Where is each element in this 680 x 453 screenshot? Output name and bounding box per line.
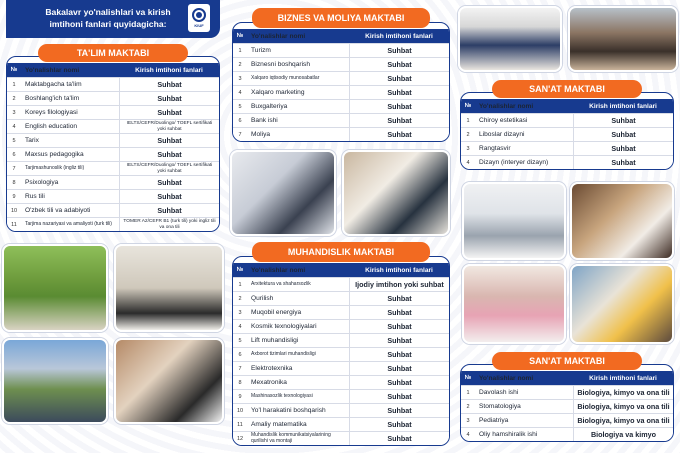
exam-subjects: Suhbat: [349, 128, 449, 141]
exam-subjects: IELTS/CEFR/Duolingo/ TOEFL sertifikati yoki suhbat: [119, 162, 219, 175]
table-row: [461, 141, 673, 155]
program-name: Rus tili: [25, 193, 45, 200]
table-row: [7, 189, 219, 203]
program-name: Davolash ishi: [479, 389, 519, 396]
table-row: [233, 127, 449, 141]
exam-subjects: Suhbat: [349, 390, 449, 403]
row-number: 4: [238, 89, 242, 96]
table-row: [461, 113, 673, 127]
table-row: [7, 175, 219, 189]
photo-students-park: [2, 244, 108, 332]
university-logo: [188, 4, 210, 32]
exam-subjects: Biologiya, kimyo va ona tili: [573, 386, 673, 399]
table-row: [233, 375, 449, 389]
row-number: 11: [237, 421, 243, 428]
muhandislik-section: [232, 242, 450, 446]
row-number: 9: [238, 393, 242, 400]
exam-subjects: Suhbat: [573, 142, 673, 155]
table-row: [7, 133, 219, 147]
col-no: №: [10, 67, 18, 73]
table-row: [7, 105, 219, 119]
col-exam: Kirish imtihoni fanlari: [589, 374, 657, 382]
exam-subjects: Suhbat: [573, 156, 673, 169]
biznes-section: [232, 8, 450, 142]
row-number: 4: [12, 123, 16, 130]
photo-lab-research: [342, 150, 450, 236]
table-row: [7, 147, 219, 161]
talim-section: [6, 44, 220, 232]
program-name: Maxsus pedagogika: [25, 151, 84, 158]
program-name: Pediatriya: [479, 417, 509, 424]
row-number: 5: [238, 103, 242, 110]
table-row: [233, 417, 449, 431]
exam-subjects: Suhbat: [349, 362, 449, 375]
exam-subjects: Suhbat: [349, 72, 449, 85]
row-number: 5: [238, 337, 242, 344]
col-no: №: [464, 103, 472, 109]
program-name: Mashinasozlik texnologiyasi: [251, 392, 313, 399]
program-name: Liboslar dizayni: [479, 131, 525, 138]
row-number: 2: [12, 95, 16, 102]
table-header: [461, 99, 673, 113]
program-name: Buxgalteriya: [251, 103, 288, 110]
exam-subjects: Suhbat: [349, 100, 449, 113]
talim-table: [6, 56, 220, 232]
row-number: 3: [238, 309, 242, 316]
col-name: Yo'nalishlar nomi: [25, 66, 80, 74]
program-name: Stomatologiya: [479, 403, 521, 410]
logo-text: KIUF: [194, 23, 204, 28]
row-number: 1: [12, 81, 16, 88]
table-row: [233, 277, 449, 291]
exam-subjects: Suhbat: [119, 204, 219, 217]
program-name: Biznesni boshqarish: [251, 61, 311, 68]
intro-header: [6, 0, 220, 38]
table-row: [233, 113, 449, 127]
sanat-section: [460, 80, 674, 170]
table-row: [7, 217, 219, 231]
table-row: [461, 385, 673, 399]
row-number: 12: [236, 435, 244, 442]
program-name: Tarjimashunoslik (ingliz tili): [25, 164, 85, 171]
table-row: [233, 389, 449, 403]
table-row: [233, 347, 449, 361]
program-name: Chiroy estetikasi: [479, 117, 528, 124]
row-number: 3: [466, 417, 470, 424]
table-row: [233, 85, 449, 99]
photo-design-workshop: [462, 264, 566, 344]
column-talim: [0, 0, 226, 230]
table-row: [7, 91, 219, 105]
muhandislik-title: MUHANDISLIK MAKTABI: [252, 242, 430, 262]
program-name: Yo'l harakatini boshqarish: [251, 407, 326, 414]
exam-subjects: Suhbat: [349, 114, 449, 127]
col-no: №: [464, 375, 472, 381]
exam-subjects: Biologiya, kimyo va ona tili: [573, 414, 673, 427]
row-number: 1: [238, 281, 242, 288]
program-name: Rangtasvir: [479, 145, 511, 152]
biznes-title: BIZNES VA MOLIYA MAKTABI: [252, 8, 430, 28]
row-number: 6: [12, 151, 16, 158]
muhandislik-table: [232, 256, 450, 446]
exam-subjects: Suhbat: [119, 78, 219, 91]
exam-subjects: Suhbat: [119, 176, 219, 189]
program-name: Muqobil energiya: [251, 309, 302, 316]
exam-subjects: Suhbat: [349, 348, 449, 361]
exam-subjects: Suhbat: [573, 114, 673, 127]
exam-subjects: Suhbat: [349, 404, 449, 417]
row-number: 3: [12, 109, 16, 116]
table-row: [233, 99, 449, 113]
row-number: 4: [238, 323, 242, 330]
program-name: Kosmik texnologiyalari: [251, 323, 317, 330]
row-number: 8: [238, 379, 242, 386]
row-number: 10: [10, 207, 18, 214]
program-name: Maktabgacha ta'lim: [25, 81, 82, 88]
table-header: [7, 63, 219, 77]
program-name: Qurilish: [251, 295, 274, 302]
exam-subjects: Suhbat: [119, 134, 219, 147]
row-number: 2: [238, 295, 242, 302]
row-number: 3: [466, 145, 470, 152]
table-header: [233, 29, 449, 43]
table-row: [461, 155, 673, 169]
exam-subjects: Suhbat: [349, 306, 449, 319]
exam-subjects: Biologiya, kimyo va ona tili: [573, 400, 673, 413]
exam-subjects: Suhbat: [349, 44, 449, 57]
exam-subjects: Suhbat: [349, 292, 449, 305]
row-number: 11: [11, 221, 17, 228]
exam-subjects: Suhbat: [119, 148, 219, 161]
table-row: [233, 319, 449, 333]
program-name: Amaliy matematika: [251, 421, 307, 428]
exam-subjects: Suhbat: [119, 92, 219, 105]
program-name: English education: [25, 123, 78, 130]
col-no: №: [236, 33, 244, 39]
row-number: 4: [466, 159, 470, 166]
program-name: Tarix: [25, 137, 39, 144]
table-row: [233, 71, 449, 85]
photo-students-group: [114, 244, 224, 332]
row-number: 7: [238, 131, 242, 138]
col-exam: Kirish imtihoni fanlari: [365, 266, 433, 274]
program-name: Xalqaro marketing: [251, 89, 305, 96]
row-number: 10: [236, 407, 244, 414]
table-header: [233, 263, 449, 277]
table-row: [233, 431, 449, 445]
photo-auditorium: [568, 6, 678, 72]
exam-subjects: Suhbat: [573, 128, 673, 141]
exam-subjects: TOMER A2/CEFR B1 (turk tili) yoki ingliz tili va ona tili: [119, 218, 219, 231]
sanat-title: SAN'AT MAKTABI: [492, 80, 642, 98]
sanat2-table: [460, 364, 674, 442]
program-name: Bank ishi: [251, 117, 278, 124]
exam-subjects: Suhbat: [349, 58, 449, 71]
intro-title: Bakalavr yo'nalishlari va kirish imtihoni fanlari quyidagicha:: [45, 7, 171, 29]
row-number: 3: [238, 75, 242, 82]
row-number: 2: [238, 61, 242, 68]
exam-subjects: Suhbat: [119, 106, 219, 119]
col-name: Yo'nalishlar nomi: [251, 266, 306, 274]
table-row: [461, 127, 673, 141]
program-name: Elektrotexnika: [251, 365, 293, 372]
photo-students-mountains: [2, 338, 108, 424]
row-number: 4: [466, 431, 470, 438]
row-number: 6: [238, 351, 242, 358]
program-name: Tarjima nazariyasi va amaliyoti (turk tili): [25, 220, 112, 227]
exam-subjects: Suhbat: [349, 418, 449, 431]
col-name: Yo'nalishlar nomi: [251, 32, 306, 40]
exam-subjects: Suhbat: [349, 376, 449, 389]
program-name: Boshlang'ich ta'lim: [25, 95, 80, 102]
program-name: Psixologiya: [25, 179, 59, 186]
row-number: 9: [12, 193, 16, 200]
row-number: 7: [238, 365, 242, 372]
exam-subjects: Suhbat: [349, 334, 449, 347]
table-row: [7, 203, 219, 217]
photo-lab-model: [230, 150, 336, 236]
row-number: 6: [238, 117, 242, 124]
photo-students-classroom: [114, 338, 224, 424]
row-number: 1: [466, 389, 470, 396]
exam-subjects: Suhbat: [349, 432, 449, 445]
photo-painting-class: [570, 264, 674, 344]
exam-subjects: Suhbat: [349, 86, 449, 99]
program-name: Lift muhandisligi: [251, 337, 299, 344]
table-row: [233, 291, 449, 305]
program-name: Axborot tizimlari muhandisligi: [251, 350, 316, 357]
table-row: [7, 77, 219, 91]
table-row: [233, 361, 449, 375]
program-name: Dizayn (interyer dizayn): [479, 159, 549, 166]
photo-sewing-class: [462, 182, 566, 260]
col-name: Yo'nalishlar nomi: [479, 102, 534, 110]
exam-subjects: IELTS/CEFR/Duolingo/ TOEFL sertifikati yoki suhbat: [119, 120, 219, 133]
row-number: 1: [238, 47, 242, 54]
row-number: 2: [466, 131, 470, 138]
sanat-table: [460, 92, 674, 170]
program-name: Oliy hamshiralik ishi: [479, 431, 538, 438]
sanat2-title: SAN'AT MAKTABI: [492, 352, 642, 370]
program-name: Arxitektura va shaharsozlik: [251, 280, 311, 287]
exam-subjects: Suhbat: [349, 320, 449, 333]
sanat2-section: [460, 352, 674, 442]
exam-subjects: Biologiya va kimyo: [573, 428, 673, 441]
program-name: Koreys filologiyasi: [25, 109, 78, 116]
table-row: [233, 43, 449, 57]
table-row: [7, 119, 219, 133]
col-exam: Kirish imtihoni fanlari: [365, 32, 433, 40]
program-name: O'zbek tili va adabiyoti: [25, 207, 91, 214]
photo-graduates: [458, 6, 562, 72]
program-name: Mexatronika: [251, 379, 287, 386]
exam-subjects: Ijodiy imtihon yoki suhbat: [349, 278, 449, 291]
table-row: [461, 399, 673, 413]
row-number: 5: [12, 137, 16, 144]
table-header: [461, 371, 673, 385]
exam-subjects: Suhbat: [119, 190, 219, 203]
program-name: Muhandislik kommunikatsiyalarining qurilishi va montaji: [251, 431, 331, 444]
program-name: Moliya: [251, 131, 271, 138]
table-row: [233, 403, 449, 417]
program-name: Turizm: [251, 47, 271, 54]
row-number: 2: [466, 403, 470, 410]
biznes-table: [232, 22, 450, 142]
table-row: [233, 57, 449, 71]
table-row: [461, 413, 673, 427]
row-number: 7: [12, 165, 16, 172]
col-exam: Kirish imtihoni fanlari: [135, 66, 203, 74]
table-row: [233, 333, 449, 347]
row-number: 8: [12, 179, 16, 186]
col-name: Yo'nalishlar nomi: [479, 374, 534, 382]
col-no: №: [236, 267, 244, 273]
program-name: Xalqaro iqtisodiy munosabatlar: [251, 74, 320, 81]
photo-library: [570, 182, 674, 260]
table-row: [233, 305, 449, 319]
table-row: [461, 427, 673, 441]
talim-title: TA'LIM MAKTABI: [38, 44, 188, 62]
row-number: 1: [466, 117, 470, 124]
col-exam: Kirish imtihoni fanlari: [589, 102, 657, 110]
table-row: [7, 161, 219, 175]
